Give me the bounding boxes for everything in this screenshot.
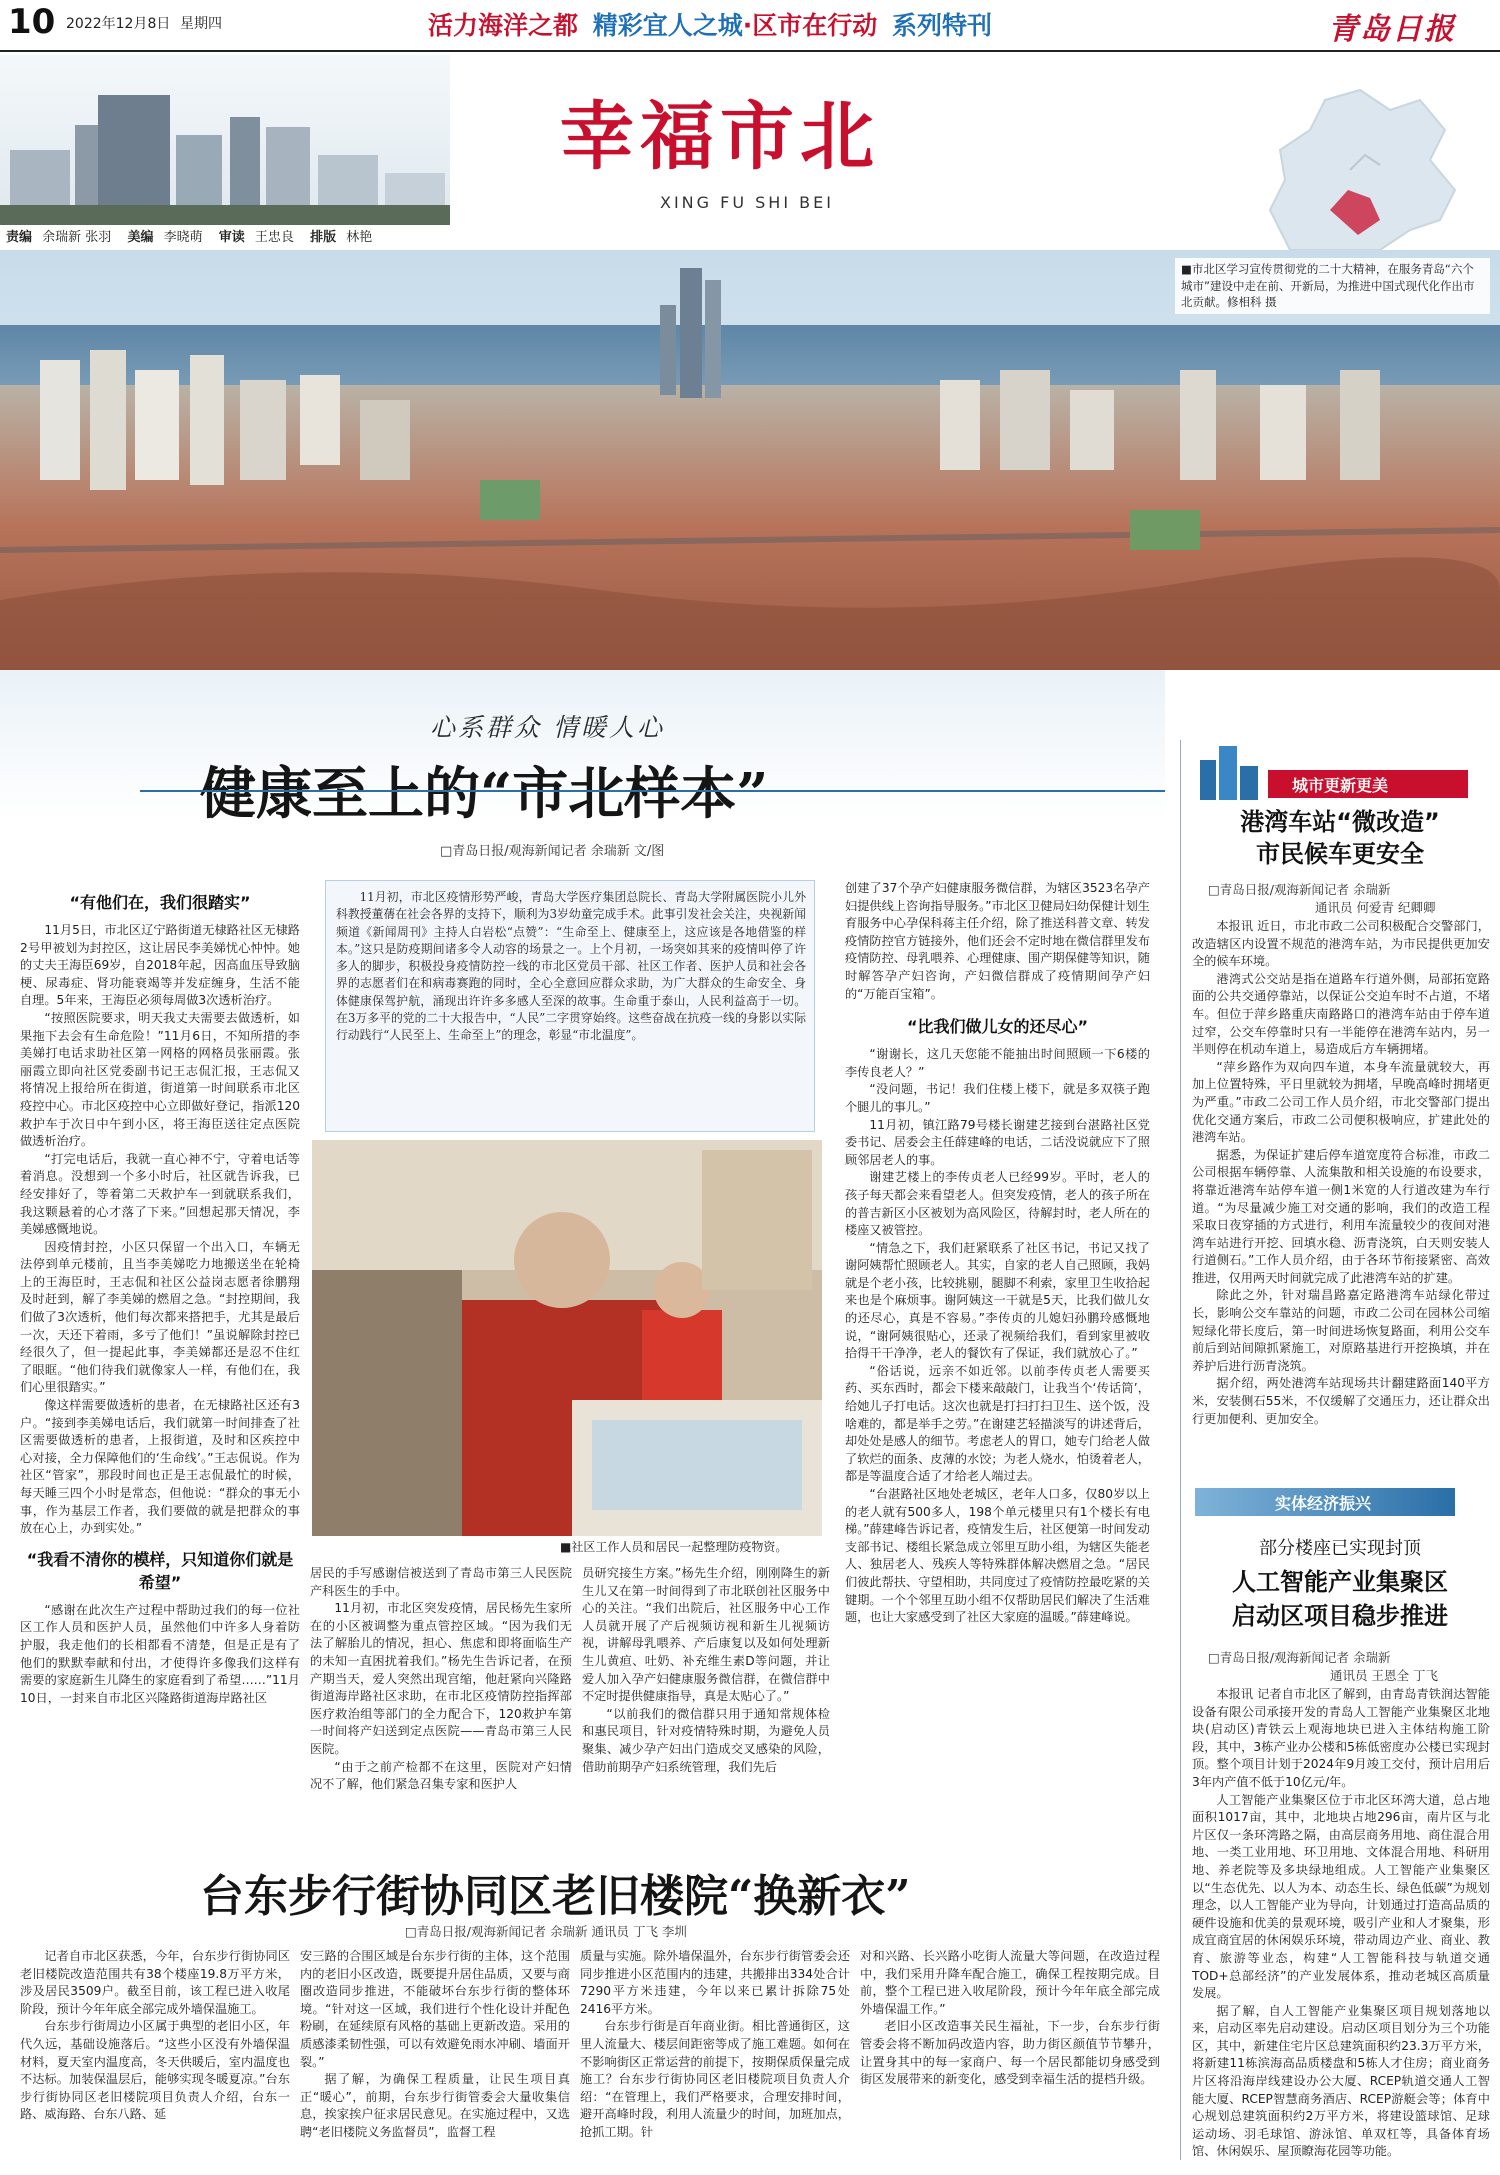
paragraph: 台东步行街是百年商业街。相比普通街区，这里人流量大、楼层间距密等成了施工难题。如何在不影响街区正常运营的前提下，按期保质保量完成施工？台东步行街协同区老旧楼院项目负责人介绍：“在管理上，我们严格要求，合理安排时间，避开高峰时段，利用人流量少的时间，加班加点，抢抓工期。针	[580, 2019, 850, 2139]
paragraph: 11月初，镇江路79号楼长谢建艺接到台湛路社区党委书记、居委会主任薛建峰的电话，二话没说就应下了照顾邻居老人的事。	[845, 1117, 1150, 1167]
paragraph: 质量与实施。除外墙保温外，台东步行街管委会还同步推进小区范围内的违建，共搬排出334处合计7290平方米违建，今年以来已累计拆除75处2416平方米。	[580, 1949, 850, 2016]
bottom-column-4	[860, 1948, 1160, 2168]
paragraph: 11月初，市北区突发疫情，居民杨先生家所在的小区被调整为重点管控区域。“因为我们无法了解胎儿的情况，担心、焦虑和即将面临生产的未知一直困扰着我们。”杨先生告诉记者，在预产期当天，爱人突然出现宫缩，他赶紧向兴隆路街道海岸路社区求助，在市北区疫情防控指挥部医疗救治组等部门的全力配合下，120救护车第一时间将产妇送到定点医院——青岛市第三人民医院。	[310, 1601, 572, 1756]
main-column-4	[845, 880, 1150, 1810]
slogan-part-4: 系列特刊	[891, 11, 992, 40]
masthead-logo: 青岛日报	[1328, 12, 1456, 47]
paragraph: “按照医院要求，明天我丈夫需要去做透析，如果拖下去会有生命危险！”11月6日，不知所措的李美娣打电话求助社区第一网格的网格员张丽霞。张丽霞立即向社区党委副书记王志侃汇报，王志侃又将情况上报给所在街道，街道第一时间联系市北区疫控中心。市北区疫控中心立即做好登记，指派120救护车于次日中午到小区，将王海臣送往定点医院做透析治疗。	[20, 1010, 300, 1149]
side2-kicker: 部分楼座已实现封顶	[1259, 1538, 1421, 1559]
subhead-1: “有他们在，我们很踏实”	[69, 893, 251, 912]
paragraph: 记者自市北区获悉，今年，台东步行街协同区老旧楼院改造范围共有38个楼座19.8万平方米，涉及居民3509户。截至目前，该工程已进入收尾阶段，预计今年年底全部完成外墙保温施工。	[20, 1949, 290, 2016]
panorama-caption-box	[1175, 258, 1490, 314]
section-tag-economy	[1195, 1488, 1455, 1516]
paragraph: 除此之外，针对瑞昌路嘉定路港湾车站绿化带过长，影响公交车靠站的问题，市政二公司在园林公司缩短绿化带长度后，第一时间进场恢复路面，利用公交车前后到站间隙抓紧施工，对原路基进行开挖换填，并在养护后进行沥青浇筑。	[1192, 1288, 1490, 1373]
paragraph: “以前我们的微信群只用于通知常规体检和惠民项目，针对疫情特殊时期，为避免人员聚集、减少孕产妇出门造成交叉感染的风险，借助前期孕产妇系统管理，我们先后	[582, 1706, 830, 1774]
paragraph: 台东步行街周边小区属于典型的老旧小区，年代久远，基础设施落后。“这些小区没有外墙保温材料，夏天室内温度高，冬天供暖后，室内温度也不达标。加装保温层后，能够实现冬暖夏凉。”台东步行街协同区老旧楼院项目负责人介绍，台东一路、威海路、台东八路、延	[20, 2019, 290, 2122]
paragraph: 因疫情封控，小区只保留一个出入口，车辆无法停到单元楼前，且当李美娣吃力地搬送坐在轮椅上的王海臣时，王志侃和社区公益岗志愿者徐鹏翔及时赶到，解了李美娣的燃眉之急。“封控期间，我们做了3次透析，他们每次都来搭把手，尤其是最后一次，天还下着雨，多亏了他们！”虽说解除封控已经很久了，但一提起此事，李美娣都还是忍不住红了眼眶。“他们待我们就像家人一样，有他们在，我们心里很踏实。”	[20, 1239, 300, 1395]
paragraph: “打完电话后，我就一直心神不宁，守着电话等着消息。没想到一个多小时后，社区就告诉我，已经安排好了，等着第二天救护车一到就联系我们，我这颗悬着的心才落了下来。”回想起那天情况，李美娣感慨地说。	[20, 1151, 300, 1237]
paragraph: 据悉，为保证扩建后停车道宽度符合标准，市政二公司根据车辆停靠、人流集散和相关设施的布设要求，将靠近港湾车站停车道一侧1米宽的人行道改建为车行道。“为尽量减少施工对交通的影响，我们的改造工程采取日夜穿插的方式进行，利用车流量较少的夜间对港湾车站进行开挖、回填水稳、沥青浇筑，白天则安装人行道侧石。”工作人员介绍，由于各环节衔接紧密、高效推进，仅用两天时间就完成了此港湾车站的扩建。	[1192, 1147, 1490, 1285]
credit-editor-label: 责编	[6, 230, 33, 245]
paragraph: 老旧小区改造事关民生福祉，下一步，台东步行街管委会将不断加码改造内容，助力街区颜值节节攀升，让置身其中的每一家商户、每一个居民都能切身感受到街区发展带来的新变化，感受到幸福生活的提档升级。	[860, 2019, 1160, 2087]
section-tag-urban-label: 城市更新更美	[1292, 776, 1389, 795]
paragraph: “没问题，书记！我们住楼上楼下，就是多双筷子跑个腿儿的事儿。”	[845, 1082, 1150, 1114]
main-byline: □青岛日报/观海新闻记者 余瑞新 文/图	[440, 844, 665, 859]
main-column-1	[20, 885, 300, 1810]
paragraph: “萍乡路作为双向四车道，本身车流量就较大，再加上位置特殊，平日里就较为拥堵，早晚高峰时拥堵更为严重。”市政二公司工作人员介绍，市北交警部门提出优化交通方案后，市政二公司便积极响应，扩建此处的港湾车站。	[1192, 1059, 1490, 1145]
lead-box	[325, 880, 815, 1132]
paragraph: 创建了37个孕产妇健康服务微信群，为辖区3523名孕产妇提供线上咨询指导服务。”市北区卫健局妇幼保健计划生育服务中心孕保科蒋主任介绍，除了推送科普文章、转发疫情防控官方链接外，他们还会不定时地在微信群里发布疫情防控、母乳喂养、心理健康、围产期保健等知识，随时解答孕产妇咨询，产妇微信群成了疫情期间孕产妇的“万能百宝箱”。	[845, 881, 1150, 1001]
section-tag-economy-label: 实体经济振兴	[1275, 1494, 1372, 1513]
paragraph: “谢谢长，这几天您能不能抽出时间照顾一下6楼的李传良老人？”	[845, 1047, 1150, 1079]
credit-art-label: 美编	[127, 230, 154, 245]
page-header	[0, 0, 1500, 50]
credit-proof-label: 审读	[218, 230, 245, 245]
bottom-column-3	[580, 1948, 850, 2168]
banner-pinyin: XING FU SHI BEI	[660, 193, 834, 212]
paragraph: 港湾式公交站是指在道路车行道外侧，局部拓宽路面的公共交通停靠站，以保证公交迫车时不占道，不堵车。但位于萍乡路重庆南路路口的港湾车站由于停车道过窄，公交车停靠时只有一半能停在港湾车站内，另一半则停在机动车道上，易造成后方车辆拥堵。	[1192, 971, 1490, 1057]
paragraph: 人工智能产业集聚区位于市北区环湾大道，总占地面积1017亩，其中，北地块占地296亩，南片区与北片区仅一条环湾路之隔，由高层商务用地、商住混合用地、一类工业用地、环卫用地、文体混合用地、科研用地、养老院等及多块绿地组成。人工智能产业集聚区以“生态优先、以人为本、动态生长、绿色低碳”为规划理念，以人工智能产业为导向，计划通过打造高品质的硬件设施和优美的景观环境，吸引产业和人才聚集，形成宜商宜居的休闲娱乐环境，带动周边产业、商业、教育、旅游等业态，构建“人工智能科技与轨道交通TOD+总部经济”的产业发展体系，推动老城区高质量发展。	[1192, 1792, 1490, 2001]
credit-art-value: 李晓萌	[163, 230, 203, 245]
main-column-3	[582, 1565, 830, 1810]
paragraph: 谢建艺楼上的李传贞老人已经99岁。平时，老人的孩子每天都会来看望老人。但突发疫情，老人的孩子所在的普吉新区小区被划为高风险区，待解封时，老人所在的楼座又被管控。	[845, 1170, 1150, 1238]
paragraph: 居民的手写感谢信被送到了青岛市第三人民医院产科医生的手中。	[310, 1566, 572, 1598]
issue-weekday: 星期四	[180, 16, 222, 32]
paragraph: 据了解，为确保工程质量，让民生项目真正“暖心”，前期，台东步行街管委会大量收集信息，挨家挨户征求居民意见。在实施过程中，又选聘“老旧楼院义务监督员”，监督工程	[300, 2072, 570, 2139]
credit-layout-label: 排版	[310, 230, 337, 245]
side2-title-2: 启动区项目稳步推进	[1232, 1602, 1448, 1630]
side1-byline-1: □青岛日报/观海新闻记者 余瑞新	[1208, 882, 1391, 897]
header-rule	[0, 50, 1500, 52]
slogan-part-2: 精彩宜人之城	[592, 11, 743, 40]
side1-title-1: 港湾车站“微改造”	[1240, 808, 1440, 836]
credit-editor-value: 余瑞新 张羽	[42, 230, 112, 245]
credit-proof-value: 王忠良	[254, 230, 294, 245]
paragraph: 员研究接生方案。”杨先生介绍，刚刚降生的新生儿又在第一时间得到了市北联创社区服务中心的关注。“我们出院后，社区服务中心工作人员就开展了产后视频访视和新生儿视频访视，讲解母乳喂养、产后康复以及如何处理新生儿黄疸、吐奶、补充维生素D等问题，并让爱人加入孕产妇健康服务微信群，在微信群中不定时提供健康指导，真是太贴心了。”	[582, 1566, 830, 1704]
side2-title-1: 人工智能产业集聚区	[1232, 1568, 1448, 1596]
paragraph: 安三路的合围区域是台东步行街的主体，这个范围内的老旧小区改造，既要提升居住品质，又要与商圈改造同步推进，不能破坏台东步行街的整体环境。“针对这一区域，我们进行个性化设计并配色粉刷，在延续原有风格的基础上更新改造。采用的质感漆柔韧性强，可以有效避免雨水冲刷、墙面开裂。”	[300, 1949, 570, 2069]
paragraph: 本报讯 近日，市北市政二公司积极配合交警部门，改造辖区内设置不规范的港湾车站，为市民提供更加安全的候车环境。	[1192, 919, 1490, 969]
side1-body	[1192, 918, 1490, 1426]
main-kicker: 心系群众 情暖人心	[430, 713, 665, 742]
paragraph: “由于之前产检都不在这里，医院对产妇情况不了解，他们紧急召集专家和医护人	[310, 1759, 572, 1792]
issue-date: 2022年12月8日	[66, 16, 171, 32]
paragraph: “感谢在此次生产过程中帮助过我们的每一位社区工作人员和医护人员，虽然他们中许多人身着防护服，我走他们的长相都看不清楚，但是正是有了他们的默默奉献和付出，才使得许多像我们这样有需要的家庭新生儿降生的家庭看到了希望……”11月10日，一封来自市北区兴隆路街道海岸路社区	[20, 1602, 300, 1705]
side2-byline-1: □青岛日报/观海新闻记者 余瑞新	[1208, 1650, 1391, 1665]
side2-byline-2: 通讯员 王恩全 丁飞	[1330, 1668, 1438, 1683]
photo-caption: ■社区工作人员和居民一起整理防疫物资。	[560, 1540, 788, 1554]
banner-skyline	[0, 55, 450, 225]
main-title: 健康至上的“市北样本”	[200, 761, 769, 827]
paragraph: 11月5日，市北区辽宁路街道无棣路社区无棣路2号甲被划为封控区，这让居民李美娣忧心忡忡。她的丈夫王海臣69岁，自2018年起，因高血压导致脑梗、尿毒症、肾功能衰竭等并发症缠身，生活不能自理。5年来，王海臣必须每周做3次透析治疗。	[20, 923, 300, 1008]
paragraph: “台湛路社区地处老城区，老年人口多，仅80岁以上的老人就有500多人，198个单元楼里只有1个楼长有电梯。”薛建峰告诉记者，疫情发生后，社区便第一时间发动支部书记、楼组长紧急成立邻里互助小组，为辖区失能老人、独居老人、残疾人等特殊群体解决燃眉之急。“居民们彼此帮扶、守望相助，共同度过了疫情防控最吃紧的关键期。一个个邻里互助小组不仅帮助居民们解决了生活难题，也让大家感受到了社区大家庭的温暖。”薛建峰说。	[845, 1487, 1150, 1625]
side1-title-2: 市民候车更安全	[1256, 840, 1424, 868]
bottom-byline: □青岛日报/观海新闻记者 余瑞新 通讯员 丁飞 李圳	[405, 1924, 687, 1939]
paragraph: 像这样需要做透析的患者，在无棣路社区还有3户。“接到李美娣电话后，我们就第一时间排查了社区需要做透析的患者，上报街道，及时和区疾控中心对接，全力保障他们的‘生命线’。”王志侃说。作为社区“管家”，那段时间也正是王志侃最忙的时候，每天睡三四个小时是常态，但他说：“群众的事无小事，作为基层工作者，我们要做的就是把群众的事放在心上，办到实处。”	[20, 1398, 300, 1536]
building-icon	[1195, 740, 1265, 800]
series-slogan	[428, 6, 992, 42]
paragraph: 本报讯 记者自市北区了解到，由青岛青铁润达智能设备有限公司承接开发的青岛人工智能产业集聚区北地块(启动区)青铁云上观海地块已进入主体结构施工阶段，其中，3栋产业办公楼和5栋低密度办公楼已实现封顶。整个项目计划于2024年9月竣工交付，预计启用后3年内产值不低于10亿元/年。	[1192, 1687, 1490, 1789]
bottom-title: 台东步行街协同区老旧楼院“换新衣”	[200, 1871, 911, 1922]
main-column-2	[310, 1565, 572, 1810]
page-number: 10	[8, 2, 56, 42]
panorama-caption: ■市北区学习宣传贯彻党的二十大精神，在服务青岛“六个城市”建设中走在前、开新局，为推进中国式现代化作出市北贡献。修相科 摄	[1181, 262, 1475, 309]
sidebar-divider	[1180, 740, 1181, 2160]
volunteers-photo	[312, 1140, 822, 1536]
slogan-part-3: ·区市在行动	[742, 11, 878, 40]
paragraph: 对和兴路、长兴路小吃街人流量大等问题，在改造过程中，我们采用升降车配合施工，确保工程按期完成。目前，整个工程已进入收尾阶段，预计今年年底全部完成外墙保温工作。”	[860, 1949, 1160, 2016]
bottom-column-1	[20, 1948, 290, 2168]
bottom-column-2	[300, 1948, 570, 2168]
slogan-part-1: 活力海洋之都	[428, 11, 579, 40]
lead-text: 11月初，市北区疫情形势严峻，青岛大学医疗集团总院长、青岛大学附属医院小儿外科教授董蒨在社会各界的支持下，顺利为3岁幼童完成手术。此事引发社会关注，央视新闻频道《新闻周刊》主持人白岩松“点赞”：“生命至上、健康至上，这应该是各地借鉴的样本。”这只是防疫期间诸多令人动容的场景之一。上个月初，一场突如其来的疫情叫停了许多人的脚步，积极投身疫情防控一线的市北区党员干部、社区工作者、医护人员和社会各界的志愿者们在和病毒赛跑的同时，全心全意回应群众求助，为广大群众的生命安全、身体健康保驾护航，涌现出许许多多感人至深的故事。生命重于泰山，人民利益高于一切。在3万多平的党的二十大报告中，“人民”二字贯穿始终。这些奋战在抗疫一线的身影以实际行动践行“人民至上、生命至上”的理念，彰显“市北温度”。	[336, 890, 806, 1043]
paragraph: 据介绍，两处港湾车站现场共计翻建路面140平方米，安装侧石55米，不仅缓解了交通压力，还让群众出行更加便利、更加安全。	[1192, 1376, 1490, 1426]
side1-byline-2: 通讯员 何爱青 纪卿卿	[1315, 900, 1436, 915]
banner-title: 幸福市北	[560, 94, 880, 180]
paragraph: 据了解，自人工智能产业集聚区项目规划落地以来，启动区率先启动建设。启动区项目划分为三个功能区，其中，新建住宅片区总建筑面积约23.3万平方米，将新建11栋滨海高品质楼盘和5栋人才住房；商业商务片区将沿海岸线建设办公大厦、RCEP轨道交通人工智能大厦、RCEP智慧商务酒店、RCEP游艇会等；体育中心规划总建筑面积约2万平方米，将建设篮球馆、足球运动场、羽毛球馆、游泳馆、单双杠等，具备体育场馆、休闲娱乐、屋顶瞭海花园等功能。	[1192, 2003, 1490, 2159]
subhead-3: “比我们做儿女的还尽心”	[906, 1017, 1089, 1037]
subhead-2: “我看不清你的模样，只知道你们就是希望”	[26, 1549, 294, 1592]
main-title-rule	[140, 790, 1165, 792]
credits-bar	[0, 226, 620, 248]
paragraph: “情急之下，我们赶紧联系了社区书记，书记又找了谢阿姨帮忙照顾老人。其实，自家的老人自己照顾，我妈就是个老小孩，比较挑剔，腿脚不利索，家里卫生收拾起来也是个麻烦事。谢阿姨这一干就是5天，比我们做儿女的还尽心，真是不容易。”李传贞的儿媳妇孙鹏玲感慨地说，“谢阿姨很贴心，还录了视频给我们，看到家里被收拾得干干净净，老人的餐饮有了保证，我们就放心了。”	[845, 1240, 1150, 1361]
paragraph: “俗话说，远亲不如近邻。以前李传贞老人需要买药、买东西时，都会下楼来敲敲门，让我当个‘传话筒’，给她儿子打电话。这次也就是打扫打扫卫生、送个饭，没啥难的，都是举手之劳。”在谢建艺轻描淡写的讲述背后，却处处是感人的细节。考虑老人的胃口，她专门给老人做了软烂的面条、皮薄的水饺；为老人烧水，怕烫着老人，都是等温度合适了才给老人端过去。	[845, 1363, 1150, 1484]
credit-layout-value: 林艳	[346, 230, 373, 245]
side2-body	[1192, 1686, 1490, 2166]
section-tag-urban	[1268, 770, 1468, 798]
banner-map	[1230, 60, 1490, 260]
